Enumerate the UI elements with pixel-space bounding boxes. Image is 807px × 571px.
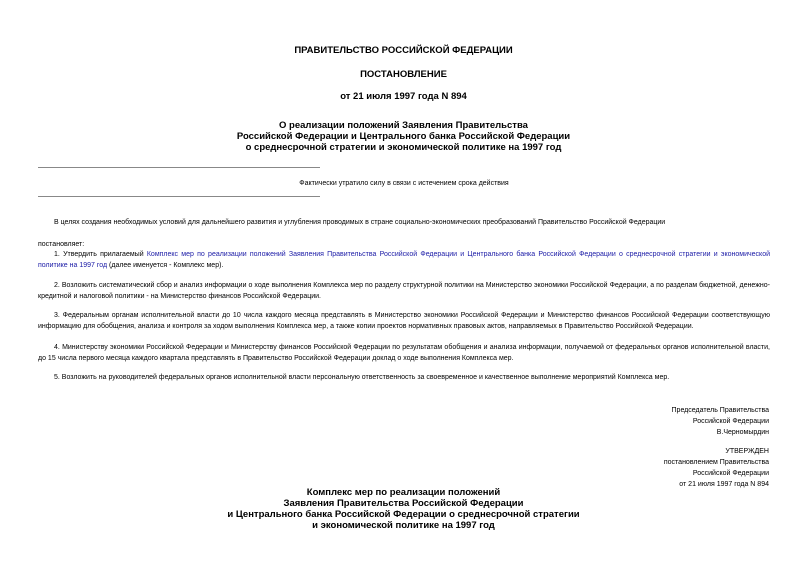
document-title-line-1: О реализации положений Заявления Правительства bbox=[279, 120, 528, 131]
document-type: ПОСТАНОВЛЕНИЕ bbox=[360, 69, 447, 80]
item-1 bbox=[38, 250, 770, 271]
complex-title-line-2: Заявления Правительства Российской Федерации bbox=[283, 498, 524, 509]
approved-line-1: постановлением Правительства bbox=[663, 459, 769, 466]
signature-position-line-1: Председатель Правительства bbox=[671, 407, 769, 414]
item-3: 3. Федеральным органам исполнительной власти до 10 числа каждого месяца представлять в Министерство экономики Российской Федерации и Министерство финансов Российской Федерации соответствующую информацию для обобщения, анализа и контроля за ходом выполнения Комплекса мер, а также копии проектов нормативных правовых актов, направляемых в Правительство Российской Федерации. bbox=[38, 312, 770, 330]
complex-title-line-1: Комплекс мер по реализации положений bbox=[306, 487, 501, 498]
item-2: 2. Возложить систематический сбор и анализ информации о ходе выполнения Комплекса мер по разделу структурной политики на Министерство экономики Российской Федерации, а по разделам бюджетной, денежно-кредитной и налоговой политики - на Министерство финансов Российской Федерации. bbox=[38, 282, 770, 300]
decree-word: постановляет: bbox=[38, 241, 85, 248]
approved-line-2: Российской Федерации bbox=[692, 470, 769, 477]
approval-block bbox=[469, 446, 769, 490]
status-note: Фактически утратило силу в связи с истечением срока действия bbox=[299, 180, 509, 187]
item-5: 5. Возложить на руководителей федеральных органов исполнительной власти персональную ответственность за своевременное и качественное выполнение мероприятий Комплекса мер. bbox=[54, 374, 670, 381]
item-1-before: 1. Утвердить прилагаемый bbox=[54, 251, 147, 258]
government-heading: ПРАВИТЕЛЬСТВО РОССИЙСКОЙ ФЕДЕРАЦИИ bbox=[294, 45, 513, 56]
bottom-divider bbox=[38, 196, 320, 197]
item-4: 4. Министерству экономики Российской Федерации и Министерству финансов Российской Федерации по результатам обобщения и анализа информации, получаемой от федеральных органов исполнительной власти, до 15 числа первого месяца каждого квартала представлять в Правительство Российской Федерации доклад о ходе выполнения Комплекса мер. bbox=[38, 344, 770, 362]
item-1-after: (далее именуется - Комплекс мер). bbox=[107, 261, 224, 269]
signature-name: В.Черномырдин bbox=[716, 429, 769, 436]
complex-title-line-3: и Центрального банка Российской Федерации о среднесрочной стратегии bbox=[227, 509, 580, 520]
document-title-line-2: Российской Федерации и Центрального банка Российской Федерации bbox=[236, 131, 571, 142]
preamble: В целях создания необходимых условий для дальнейшего развития и углубления проводимых в стране социально-экономических преобразований Правительство Российской Федерации bbox=[54, 219, 666, 226]
complex-link[interactable]: Комплекс мер по реализации положений Заявления Правительства Российской Федерации и Центрального банка Российской Федерации о среднесрочной стратегии и экономической политике на 1997 год bbox=[38, 251, 770, 269]
document-title-line-3: о среднесрочной стратегии и экономической политике на 1997 год bbox=[245, 142, 562, 153]
complex-title-line-4: и экономической политике на 1997 год bbox=[312, 520, 495, 531]
document-date: от 21 июля 1997 года N 894 bbox=[340, 91, 467, 102]
top-divider bbox=[38, 167, 320, 168]
signature-position-line-2: Российской Федерации bbox=[692, 418, 769, 425]
approved-line-3: от 21 июля 1997 года N 894 bbox=[679, 481, 769, 488]
signature-block bbox=[469, 405, 769, 438]
approved-word: УТВЕРЖДЕН bbox=[725, 448, 769, 455]
